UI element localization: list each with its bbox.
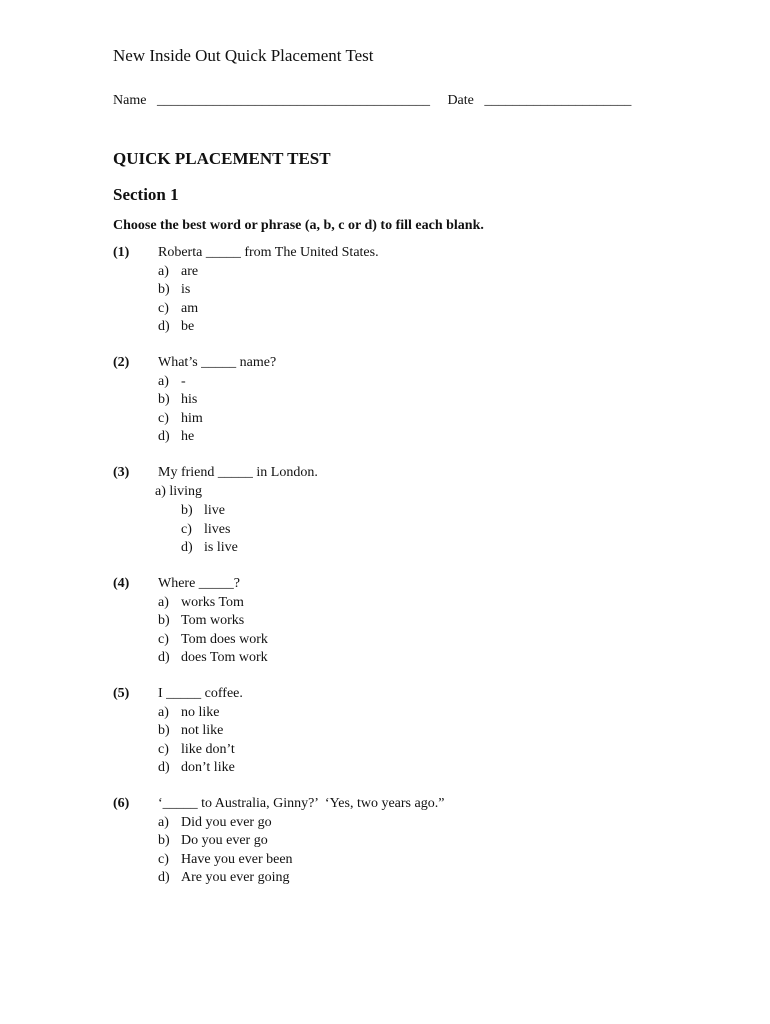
option-text: he: [181, 429, 195, 444]
option-letter: b): [158, 723, 170, 738]
option-text: is live: [204, 540, 238, 555]
option-b[interactable]: [158, 832, 268, 850]
question-number: (4): [113, 576, 130, 591]
option-text: living: [169, 484, 203, 499]
name-date-line: [113, 93, 631, 109]
option-text: Do you ever go: [181, 833, 268, 848]
option-letter: d): [158, 870, 170, 885]
name-blank: _______________________________________: [156, 93, 430, 108]
option-d[interactable]: [158, 428, 194, 446]
option-b[interactable]: [158, 612, 244, 630]
option-text: his: [181, 392, 198, 407]
instruction: Choose the best word or phrase (a, b, c or d) to fill each blank.: [113, 218, 484, 233]
question-number: (1): [113, 245, 130, 260]
option-letter: c): [181, 522, 192, 537]
option-a[interactable]: [158, 373, 186, 391]
option-text: Are you ever going: [181, 870, 290, 885]
option-d[interactable]: [158, 869, 289, 887]
option-c[interactable]: [158, 851, 293, 869]
option-text: -: [181, 374, 186, 389]
option-letter: a): [155, 484, 166, 499]
question-number: (6): [113, 796, 130, 811]
option-letter: c): [158, 632, 169, 647]
option-b[interactable]: [158, 281, 190, 299]
option-text: Tom does work: [181, 632, 268, 647]
option-letter: b): [158, 282, 170, 297]
option-letter: a): [158, 595, 169, 610]
option-a[interactable]: [158, 594, 244, 612]
option-letter: b): [181, 503, 193, 518]
option-c[interactable]: [158, 741, 235, 759]
option-text: be: [181, 319, 195, 334]
test-title: QUICK PLACEMENT TEST: [113, 149, 331, 168]
option-letter: a): [158, 264, 169, 279]
option-b[interactable]: [158, 722, 223, 740]
option-d[interactable]: [158, 759, 235, 777]
question-text: My friend _____ in London.: [158, 465, 318, 480]
option-text: works Tom: [181, 595, 244, 610]
date-label: Date: [447, 93, 474, 108]
option-a[interactable]: [158, 814, 272, 832]
question-text: I _____ coffee.: [158, 686, 243, 701]
option-letter: d): [158, 429, 170, 444]
question-text: Roberta _____ from The United States.: [158, 245, 379, 260]
option-letter: c): [158, 301, 169, 316]
option-letter: c): [158, 742, 169, 757]
option-text: Did you ever go: [181, 815, 272, 830]
option-letter: d): [158, 650, 170, 665]
option-letter: b): [158, 833, 170, 848]
option-letter: d): [181, 540, 193, 555]
option-text: lives: [204, 522, 231, 537]
option-letter: c): [158, 852, 169, 867]
option-text: like don’t: [181, 742, 235, 757]
option-letter: a): [158, 705, 169, 720]
option-c[interactable]: [158, 410, 203, 428]
option-a[interactable]: [158, 704, 220, 722]
option-c[interactable]: [158, 631, 268, 649]
document-title: New Inside Out Quick Placement Test: [113, 46, 374, 65]
question-text: What’s _____ name?: [158, 355, 277, 370]
option-letter: b): [158, 613, 170, 628]
question-number: (2): [113, 355, 130, 370]
option-text: no like: [181, 705, 220, 720]
option-d[interactable]: [158, 318, 194, 336]
option-b[interactable]: [181, 502, 225, 520]
option-text: live: [204, 503, 225, 518]
option-d[interactable]: [158, 649, 268, 667]
option-text: not like: [181, 723, 224, 738]
section-title: Section 1: [113, 185, 179, 204]
date-blank: _____________________: [484, 93, 632, 108]
option-text: Tom works: [181, 613, 245, 628]
option-text: Have you ever been: [181, 852, 293, 867]
option-letter: c): [158, 411, 169, 426]
option-letter: a): [158, 815, 169, 830]
option-b[interactable]: [158, 391, 197, 409]
option-text: him: [181, 411, 203, 426]
question-number: (5): [113, 686, 130, 701]
option-a[interactable]: [158, 263, 198, 281]
question-text: Where _____?: [158, 576, 241, 591]
option-d[interactable]: [181, 539, 238, 557]
option-text: am: [181, 301, 199, 316]
option-letter: d): [158, 319, 170, 334]
question-text: ‘_____ to Australia, Ginny?’ ‘Yes, two years ago.”: [158, 796, 445, 811]
option-letter: d): [158, 760, 170, 775]
option-letter: a): [158, 374, 169, 389]
name-label: Name: [113, 93, 147, 108]
option-a[interactable]: [155, 483, 202, 501]
option-c[interactable]: [181, 521, 230, 539]
option-text: does Tom work: [181, 650, 268, 665]
question-number: (3): [113, 465, 130, 480]
option-c[interactable]: [158, 300, 198, 318]
option-text: is: [181, 282, 191, 297]
option-text: are: [181, 264, 199, 279]
option-letter: b): [158, 392, 170, 407]
option-text: don’t like: [181, 760, 235, 775]
